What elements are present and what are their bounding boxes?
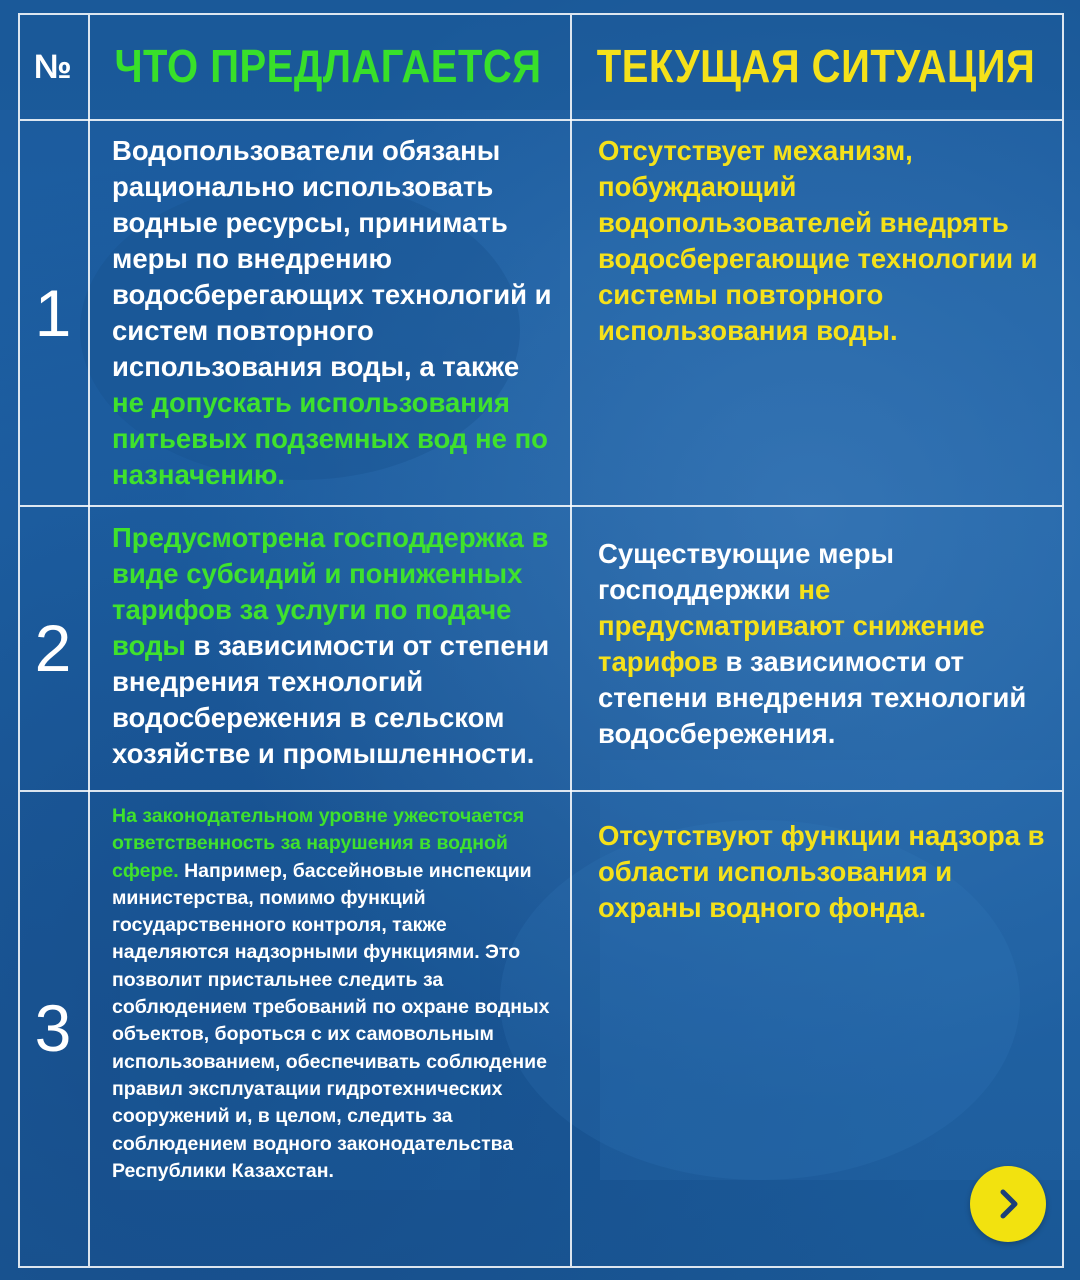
- column-divider: [88, 15, 90, 1266]
- proposed-text: Водопользователи обязаны рационально использовать водные ресурсы, принимать меры по внедрению водосберегающих технологий и систем повторного использования воды, а также: [112, 135, 552, 382]
- proposed-highlight: Предусмотрена господдержка в виде субсидий и пониженных тарифов за услуги по подаче воды: [112, 522, 549, 661]
- row-1-current: [598, 133, 1050, 349]
- proposed-highlight: На законодательном уровне ужесточается ответственность за нарушения в водной сфере.: [112, 805, 525, 882]
- proposed-text: в зависимости от степени внедрения технологий водосбережения в сельском хозяйстве и промышленности.: [112, 630, 550, 769]
- current-text: Отсутствуют функции надзора в области использования и охраны водного фонда.: [598, 820, 1045, 923]
- header-current: ТЕКУЩАЯ СИТУАЦИЯ: [596, 41, 1036, 93]
- row-divider: [20, 505, 1062, 507]
- proposed-highlight: не допускать использования питьевых подземных вод не по назначению.: [112, 387, 548, 490]
- current-text: Существующие меры господдержки: [598, 538, 895, 605]
- row-number: 1: [34, 275, 72, 350]
- current-text: в зависимости от степени внедрения технологий водосбережения.: [598, 646, 1027, 749]
- row-number: 3: [34, 991, 72, 1065]
- row-2-current: [598, 536, 1050, 752]
- row-2-proposed: [112, 520, 558, 772]
- header-number: №: [33, 48, 73, 86]
- row-divider: [20, 119, 1062, 121]
- row-3-current: [598, 818, 1050, 926]
- chevron-right-icon: [988, 1184, 1028, 1224]
- row-3-proposed: [112, 803, 560, 1185]
- proposed-text: Например, бассейновые инспекции министерства, помимо функций государственного контроля, также наделяются надзорными функциями. Это позволит пристальнее следить за соблюдением требований по охране водных объектов, бороться с их самовольным использованием, обеспечивать соблюдение правил эксплуатации гидротехнических сооружений и, в целом, следить за соблюдением водного законодательства Республики Казахстан.: [112, 859, 550, 1182]
- current-text: Отсутствует механизм, побуждающий водопользователей внедрять водосберегающие технологии и системы повторного использования воды.: [598, 135, 1038, 346]
- row-1-proposed: [112, 133, 558, 493]
- header-proposed: ЧТО ПРЕДЛАГАЕТСЯ: [114, 41, 542, 93]
- column-divider: [570, 15, 572, 1266]
- next-button[interactable]: [970, 1166, 1046, 1242]
- current-highlight: не предусматривают снижение тарифов: [598, 574, 985, 677]
- row-number: 2: [34, 610, 72, 685]
- row-divider: [20, 790, 1062, 792]
